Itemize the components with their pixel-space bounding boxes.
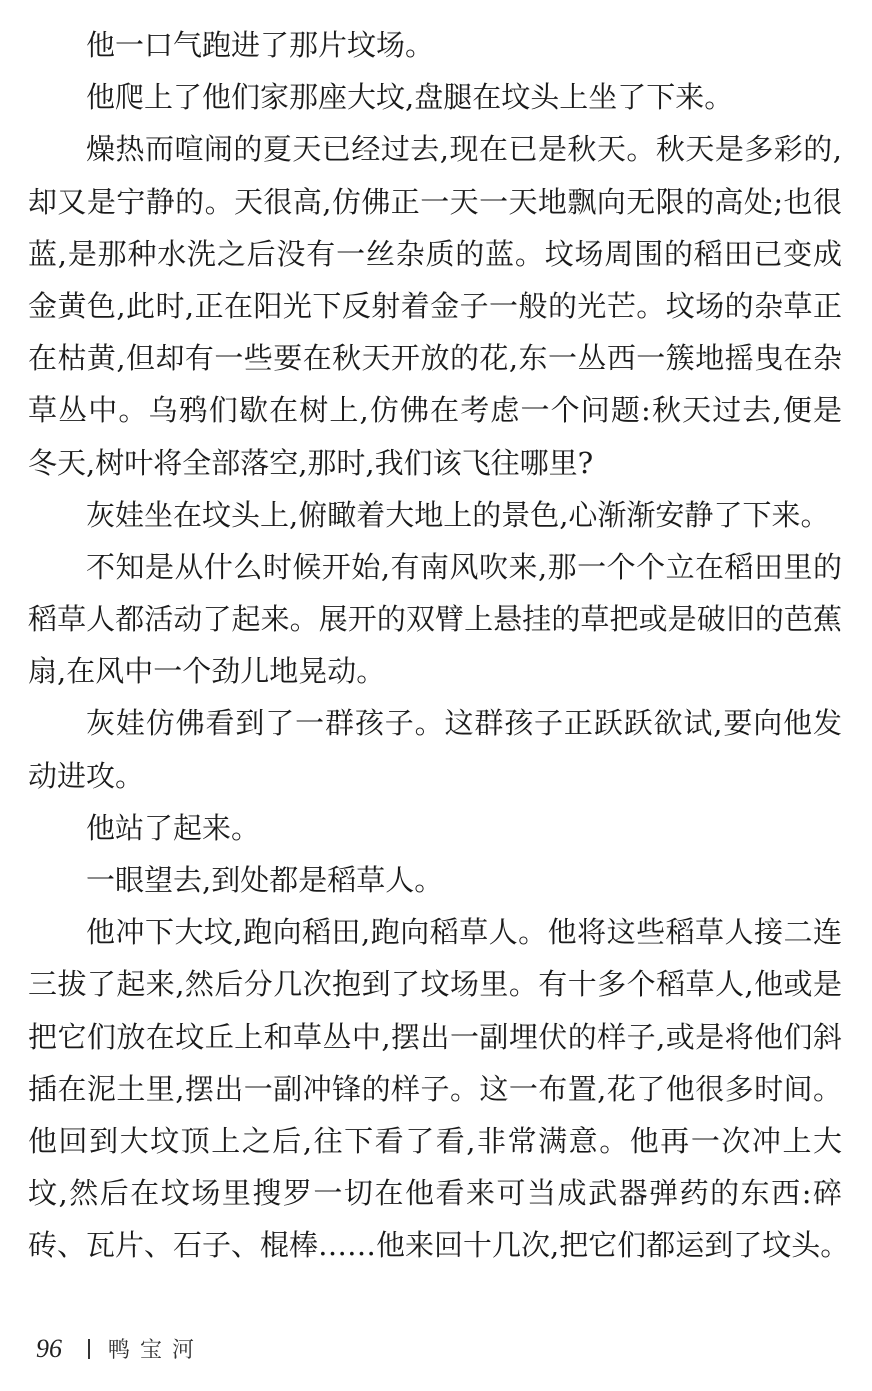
paragraph — [28, 697, 842, 801]
text-line: 他冲下大坟,跑向稻田,跑向稻草人。他将这些稻草人接二连 — [86, 915, 842, 950]
paragraph — [28, 854, 842, 906]
text-line: 灰娃坐在坟头上,俯瞰着大地上的景色,心渐渐安静了下来。 — [86, 497, 830, 532]
body-text — [28, 19, 850, 1272]
text-line: 动进攻。 — [28, 758, 145, 793]
text-line: 坟,然后在坟场里搜罗一切在他看来可当成武器弹药的东西:碎 — [28, 1176, 842, 1211]
text-line: 燥热而喧闹的夏天已经过去,现在已是秋天。秋天是多彩的, — [86, 132, 842, 167]
text-line: 扇,在风中一个劲儿地晃动。 — [28, 654, 386, 689]
text-line: 灰娃仿佛看到了一群孩子。这群孩子正跃跃欲试,要向他发 — [86, 706, 842, 741]
text-line: 稻草人都活动了起来。展开的双臂上悬挂的草把或是破旧的芭蕉 — [28, 602, 842, 637]
text-line: 草丛中。乌鸦们歇在树上,仿佛在考虑一个问题:秋天过去,便是 — [28, 393, 842, 428]
book-title: 鸭宝河 — [108, 1338, 205, 1363]
text-line: 三拔了起来,然后分几次抱到了坟场里。有十多个稻草人,他或是 — [28, 967, 842, 1002]
page-footer — [36, 1333, 204, 1364]
page-number: 96 — [36, 1333, 62, 1363]
paragraph — [28, 123, 842, 488]
text-line: 却又是宁静的。天很高,仿佛正一天一天地飘向无限的高处;也很 — [28, 184, 842, 219]
paragraph — [28, 541, 842, 698]
footer-divider — [88, 1339, 90, 1359]
text-line: 他一口气跑进了那片坟场。 — [86, 28, 435, 62]
text-line: 一眼望去,到处都是稻草人。 — [86, 863, 444, 897]
paragraph — [28, 19, 842, 71]
text-line: 他爬上了他们家那座大坟,盘腿在坟头上坐了下来。 — [86, 80, 734, 115]
text-line: 砖、瓦片、石子、棍棒……他来回十几次,把它们都运到了坟头。 — [28, 1228, 850, 1263]
text-line: 把它们放在坟丘上和草丛中,摆出一副埋伏的样子,或是将他们斜 — [28, 1019, 842, 1054]
paragraph — [28, 802, 842, 854]
paragraph — [28, 489, 842, 541]
text-line: 他站了起来。 — [86, 810, 261, 845]
text-line: 在枯黄,但却有一些要在秋天开放的花,东一丛西一簇地摇曳在杂 — [28, 341, 842, 376]
text-line: 插在泥土里,摆出一副冲锋的样子。这一布置,花了他很多时间。 — [28, 1071, 842, 1106]
text-line: 不知是从什么时候开始,有南风吹来,那一个个立在稻田里的 — [86, 549, 842, 584]
text-line: 冬天,树叶将全部落空,那时,我们该飞往哪里? — [28, 445, 594, 480]
text-line: 金黄色,此时,正在阳光下反射着金子一般的光芒。坟场的杂草正 — [28, 288, 842, 323]
text-line: 他回到大坟顶上之后,往下看了看,非常满意。他再一次冲上大 — [28, 1123, 842, 1158]
paragraph — [28, 71, 842, 123]
text-line: 蓝,是那种水洗之后没有一丝杂质的蓝。坟场周围的稻田已变成 — [28, 236, 842, 271]
paragraph — [28, 906, 850, 1271]
